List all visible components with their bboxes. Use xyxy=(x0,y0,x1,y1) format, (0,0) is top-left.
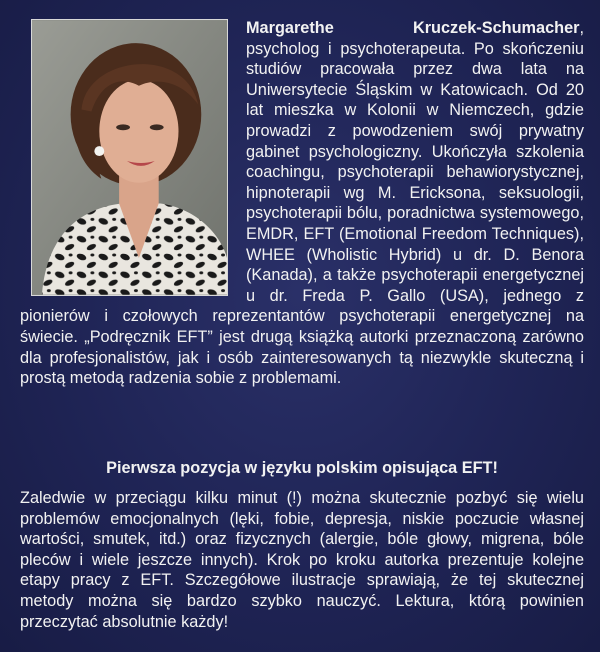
photo-wrap-spacer xyxy=(20,18,246,304)
author-name: Margarethe Kruczek-Schumacher xyxy=(246,19,580,37)
author-bio xyxy=(20,18,584,389)
book-description: Zaledwie w przeciągu kilku minut (!) można skutecznie pozbyć się wielu problemów emocjonalnych (lęki, fobie, depresja, niskie poczucie własnej wartości, smutek, itd.) oraz fizycznych (alergie, bóle głowy, migrena, bóle pleców i wiele jeszcze innych). Krok po kroku autorka prezentuje kolejne etapy pracy z EFT. Szczegółowe ilustracje sprawiają, że tej skutecznej metody można się bardzo szybko nauczyć. Lektura, którą powinien przeczytać absolutnie każdy! xyxy=(20,489,584,631)
book-headline: Pierwsza pozycja w języku polskim opisująca EFT! xyxy=(106,459,498,477)
author-bio-text: , psycholog i psychoterapeuta. Po skończeniu studiów pracowała przez dwa lata na Uniwersytecie Śląskim w Katowicach. Od 20 lat mieszka w Kolonii w Niemczech, gdzie prowadzi z powodzeniem swój prywatny gabinet psychologiczny. Ukończyła szkolenia coachingu, psychoterapii behawiorystycznej, hipnoterapii wg M. Ericksona, seksuologii, psychoterapii bólu, poradnictwa systemowego, EMDR, EFT (Emotional Freedom Techniques), WHEE (Wholistic Hybrid) u dr. D. Benora (Kanada), a także psychoterapii energetycznej u dr. Freda P. Gallo (USA), jednego z pionierów i czołowych reprezentantów psychoterapii energetycznej na świecie. „Podręcznik EFT” jest drugą książką autorki przeznaczoną zarówno dla profesjonalistów, jak i osób zainteresowanych tą niezwykle skuteczną i prostą metodą radzenia sobie z problemami. xyxy=(20,19,584,388)
